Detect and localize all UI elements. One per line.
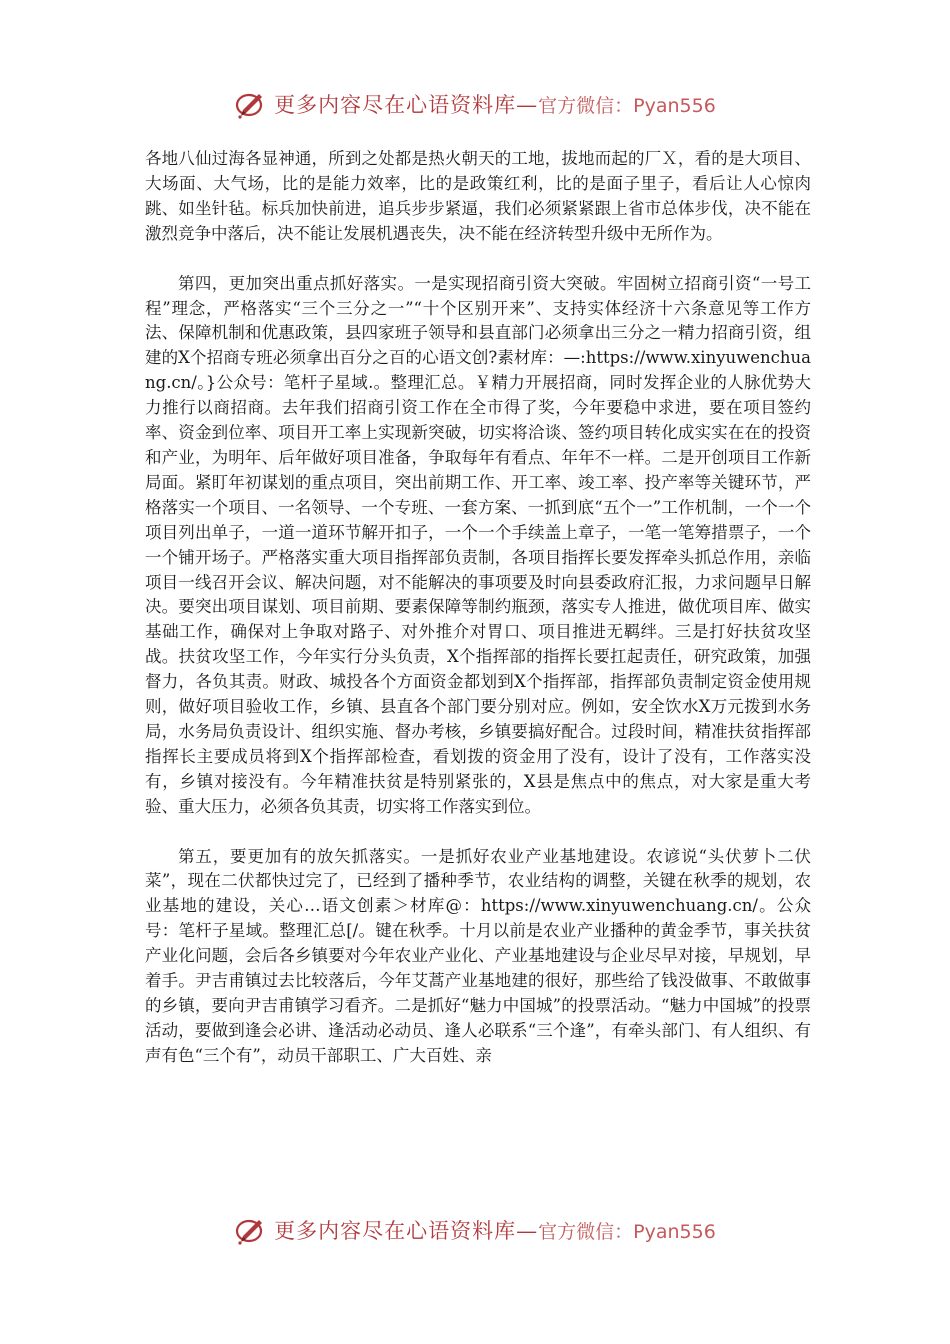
footer-banner-wechat: 官方微信：Pyan556 — [538, 1221, 716, 1243]
footer-banner-text — [274, 1215, 716, 1245]
footer-banner — [0, 1210, 950, 1250]
header-banner-dash: — — [516, 93, 539, 117]
header-banner-title: 更多内容尽在心语资料库 — [274, 93, 517, 117]
pen-ink-logo-icon — [234, 1213, 268, 1247]
header-banner — [0, 84, 950, 124]
header-banner-wechat: 官方微信：Pyan556 — [538, 95, 716, 117]
footer-banner-title: 更多内容尽在心语资料库 — [274, 1219, 517, 1243]
pen-ink-logo-icon — [234, 87, 268, 121]
paragraph-1: 各地八仙过海各显神通，所到之处都是热火朝天的工地，拔地而起的厂Ｘ，看的是大项目、大场面、大气场，比的是能力效率，比的是政策红利，比的是面子里子，看后让人心惊肉跳、如坐针毡。标兵加快前进，追兵步步紧逼，我们必须紧紧跟上省市总体步伐，决不能在激烈竞争中落后，决不能让发展机遇丧失，决不能在经济转型升级中无所作为。 — [145, 149, 811, 243]
header-banner-text — [274, 89, 716, 119]
footer-banner-dash: — — [516, 1219, 539, 1243]
document-body — [145, 147, 811, 1069]
paragraph-3: 第五，要更加有的放矢抓落实。一是抓好农业产业基地建设。农谚说“头伏萝卜二伏菜”，现在二伏都快过完了，已经到了播种季节，农业结构的调整，关键在秋季的规划，农业基地的建设，关心…语文创素＞材库@：https://www.xinyuwenchuang.cn/。公众号：笔杆子星域。整理汇总[/。键在秋季。十月以前是农业产业播种的黄金季节，事关扶贫产业化问题，会后各乡镇要对今年农业产业化、产业基地建设与企业尽早对接，早规划，早着手。尹吉甫镇过去比较落后，今年艾蒿产业基地建的很好，那些给了钱没做事、不敢做事的乡镇，要向尹吉甫镇学习看齐。二是抓好“魅力中国城”的投票活动。“魅力中国城”的投票活动，要做到逢会必讲、逢活动必动员、逢人必联系“三个逢”，有牵头部门、有人组织、有声有色“三个有”，动员干部职工、广大百姓、亲 — [145, 846, 811, 1065]
paragraph-2: 第四，更加突出重点抓好落实。一是实现招商引资大突破。牢固树立招商引资“一号工程”理念，严格落实“三个三分之一”“十个区别开来”、支持实体经济十六条意见等工作方法、保障机制和优惠政策，县四家班子领导和县直部门必须拿出三分之一精力招商引资，组建的X个招商专班必须拿出百分之百的心语文创?素材库：—:https://www.xinyuwenchuang.cn/。}公众号：笔杆子星域.。整理汇总。￥精力开展招商，同时发挥企业的人脉优势大力推行以商招商。去年我们招商引资工作在全市得了奖，今年要稳中求进，要在项目签约率、资金到位率、项目开工率上实现新突破，切实将洽谈、签约项目转化成实实在在的投资和产业，为明年、后年做好项目准备，争取每年有看点、年年不一样。二是开创项目工作新局面。紧盯年初谋划的重点项目，突出前期工作、开工率、竣工率、投产率等关键环节，严格落实一个项目、一名领导、一个专班、一套方案、一抓到底“五个一”工作机制，一个一个项目列出单子，一道一道环节解开扣子，一个一个手续盖上章子，一笔一笔筹措票子，一个一个铺开场子。严格落实重大项目指挥部负责制，各项目指挥长要发挥牵头抓总作用，亲临项目一线召开会议、解决问题，对不能解决的事项要及时向县委政府汇报，力求问题早日解决。要突出项目谋划、项目前期、要素保障等制约瓶颈，落实专人推进，做优项目库、做实基础工作，确保对上争取对路子、对外推介对胃口、项目推进无羁绊。三是打好扶贫攻坚战。扶贫攻坚工作，今年实行分头负责，X个指挥部的指挥长要扛起责任，研究政策，加强督力，各负其责。财政、城投各个方面资金都划到X个指挥部，指挥部负责制定资金使用规则，做好项目验收工作，乡镇、县直各个部门要分别对应。例如，安全饮水X万元拨到水务局，水务局负责设计、组织实施、督办考核，乡镇要搞好配合。过段时间，精准扶贫指挥部指挥长主要成员将到X个指挥部检查，看划拨的资金用了没有，设计了没有，工作落实没有，乡镇对接没有。今年精准扶贫是特别紧张的，X县是焦点中的焦点，对大家是重大考验、重大压力，必须各负其责，切实将工作落实到位。 — [145, 273, 811, 816]
